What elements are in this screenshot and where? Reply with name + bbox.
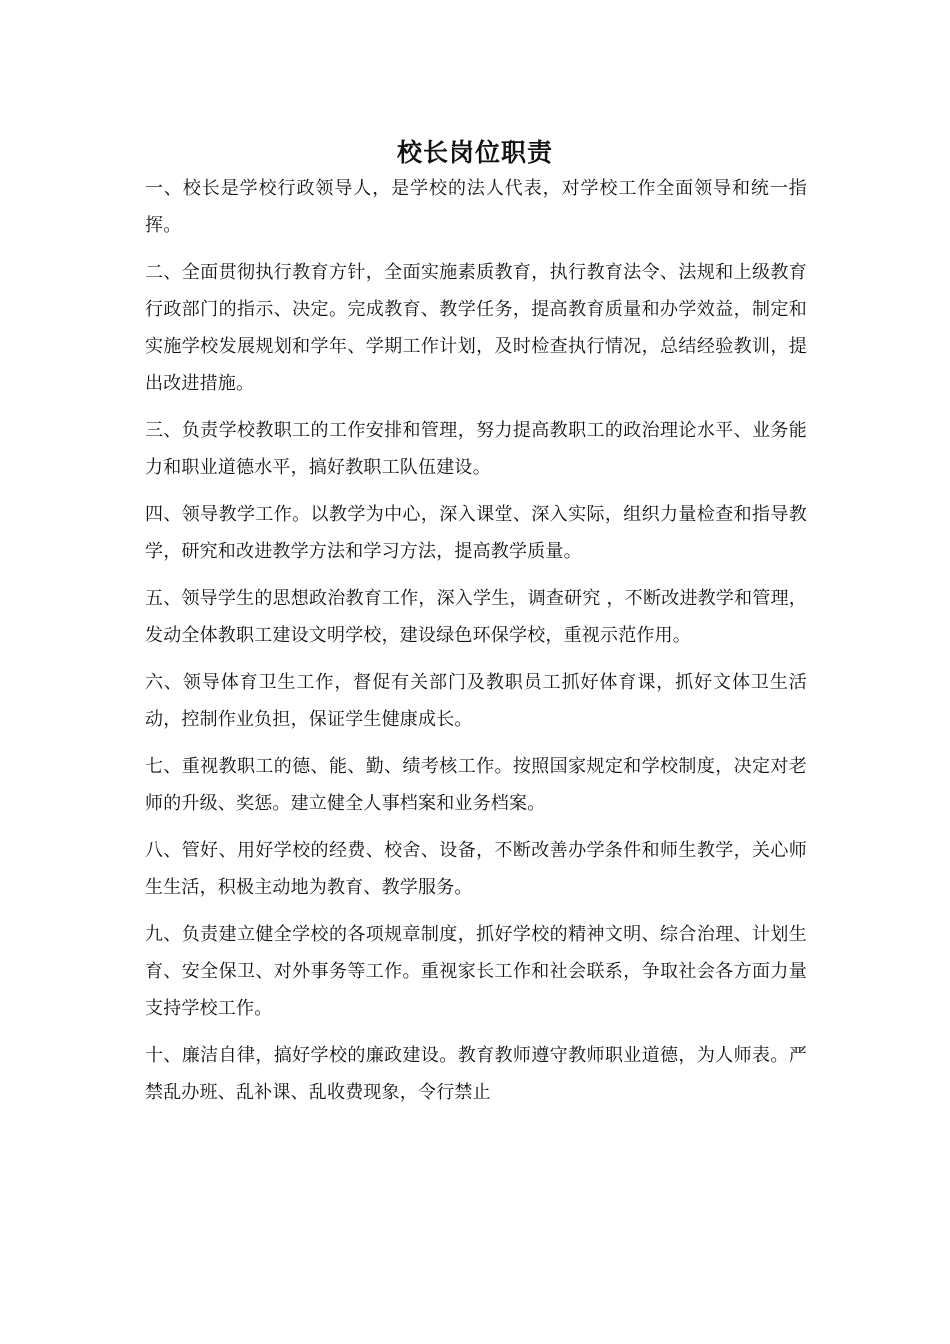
paragraph-10: 十、廉洁自律，搞好学校的廉政建设。教育教师遵守教师职业道德，为人师表。严禁乱办班、乱补课、乱收费现象，令行禁止 [145, 1045, 807, 1103]
paragraph-4: 四、领导教学工作。以教学为中心，深入课堂、深入实际，组织力量检查和指导教学，研究和改进教学方法和学习方法，提高教学质量。 [145, 504, 807, 562]
paragraph-6: 六、领导体育卫生工作，督促有关部门及教职员工抓好体育课，抓好文体卫生活动，控制作业负担，保证学生健康成长。 [145, 672, 807, 730]
paragraph-5: 五、领导学生的思想政治教育工作，深入学生，调查研究 ，不断改进教学和管理，发动全体教职工建设文明学校，建设绿色环保学校，重视示范作用。 [145, 588, 807, 646]
paragraph-7: 七、重视教职工的德、能、勤、绩考核工作。按照国家规定和学校制度，决定对老师的升级、奖惩。建立健全人事档案和业务档案。 [145, 756, 807, 814]
document-body [145, 170, 807, 1121]
paragraph-3: 三、负责学校教职工的工作安排和管理，努力提高教职工的政治理论水平、业务能力和职业道德水平，搞好教职工队伍建设。 [145, 420, 807, 478]
document-title: 校长岗位职责 [396, 138, 553, 167]
paragraph-9: 九、负责建立健全学校的各项规章制度，抓好学校的精神文明、综合治理、计划生育、安全保卫、对外事务等工作。重视家长工作和社会联系，争取社会各方面力量支持学校工作。 [145, 924, 807, 1019]
paragraph-1: 一、校长是学校行政领导人，是学校的法人代表，对学校工作全面领导和统一指挥。 [145, 178, 807, 236]
paragraph-2: 二、全面贯彻执行教育方针，全面实施素质教育，执行教育法令、法规和上级教育行政部门的指示、决定。完成教育、教学任务，提高教育质量和办学效益，制定和实施学校发展规划和学年、学期工作计划，及时检查执行情况，总结经验教训，提出改进措施。 [145, 262, 807, 394]
paragraph-8: 八、管好、用好学校的经费、校舍、设备，不断改善办学条件和师生教学，关心师生生活，积极主动地为教育、教学服务。 [145, 840, 807, 898]
